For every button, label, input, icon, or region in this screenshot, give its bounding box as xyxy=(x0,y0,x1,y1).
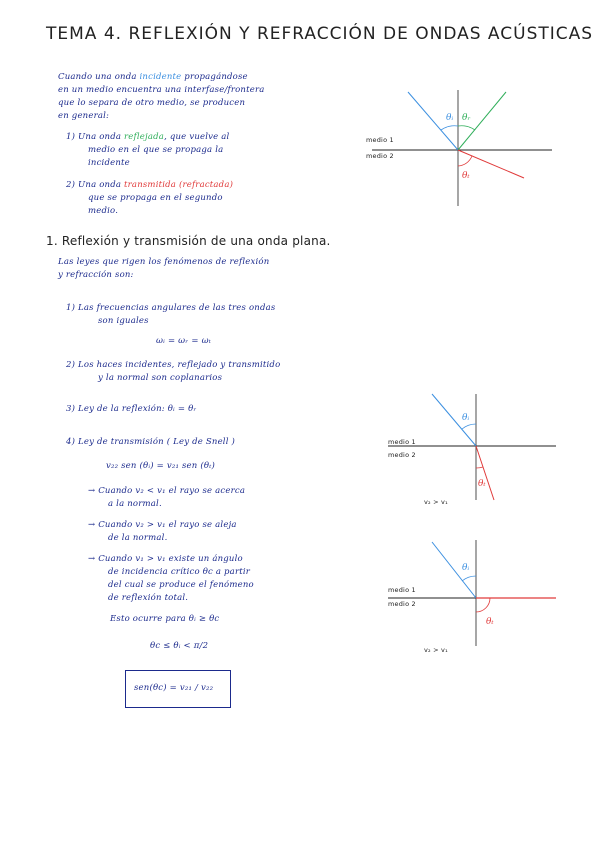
snell-formula: v₂₂ sen (θᵢ) = v₂₁ sen (θₜ) xyxy=(106,461,216,471)
item-text: 1) Una onda xyxy=(66,132,122,142)
intro-line-3: que lo separa de otro medio, se producen xyxy=(58,98,246,108)
law-1-formula: ωᵢ = ωᵣ = ωₜ xyxy=(156,336,212,346)
section-heading: 1. Reflexión y transmisión de una onda plana. xyxy=(46,234,331,248)
bullet-3-cont-2: del cual se produce el fenómeno xyxy=(108,580,254,590)
bullet-2-cont: de la normal. xyxy=(108,533,168,543)
item-text: , que vuelve al xyxy=(164,132,230,142)
critical-angle-formula: sen(θc) = v₂₁ / v₂₂ xyxy=(134,683,214,693)
critical-range: θc ≤ θᵢ < π/2 xyxy=(150,641,209,651)
item-text: 2) Una onda xyxy=(66,180,122,190)
theta-i-label: θᵢ xyxy=(462,563,470,573)
intro-line-4: en general: xyxy=(58,111,110,121)
theta-r-label: θᵣ xyxy=(462,113,471,123)
reflected-word: reflejada xyxy=(124,132,165,142)
intro-item-2 xyxy=(66,180,233,190)
theta-i-label: θᵢ xyxy=(446,113,454,123)
medium-1-label: medio 1 xyxy=(366,136,394,144)
intro-line-2: en un medio encuentra una interfase/frontera xyxy=(58,85,265,95)
velocity-condition: v₂ > v₁ xyxy=(424,646,448,654)
theta-t-label: θₜ xyxy=(462,171,470,181)
bullet-3-cont-3: de reflexión total. xyxy=(108,593,189,603)
law-2-cont: y la normal son coplanarios xyxy=(98,373,223,383)
bullet-1: → Cuando v₂ < v₁ el rayo se acerca xyxy=(88,486,246,496)
bullet-3: → Cuando v₁ > v₁ existe un ángulo xyxy=(88,554,243,564)
theta-i-label: θᵢ xyxy=(462,413,470,423)
bullet-1-cont: a la normal. xyxy=(108,499,162,509)
medium-2-label: medio 2 xyxy=(388,600,416,608)
law-3: 3) Ley de la reflexión: θᵢ = θᵣ xyxy=(66,404,197,414)
intro-item-1-line-3: incidente xyxy=(88,158,130,168)
law-4: 4) Ley de transmisión ( Ley de Snell ) xyxy=(66,437,236,447)
law-2: 2) Los haces incidentes, reflejado y transmitido xyxy=(66,360,281,370)
theta-t-label: θₜ xyxy=(478,479,486,489)
intro-item-1 xyxy=(66,132,229,142)
critical-condition: Esto ocurre para θᵢ ≥ θc xyxy=(110,614,220,624)
velocity-condition: v₂ > v₁ xyxy=(424,498,448,506)
intro-item-2-line-3: medio. xyxy=(88,206,119,216)
intro-item-2-line-2: que se propaga en el segundo xyxy=(88,193,223,203)
law-1-cont: son iguales xyxy=(98,316,149,326)
intro-text: propagándose xyxy=(184,72,248,82)
medium-1-label: medio 1 xyxy=(388,438,416,446)
page-title: TEMA 4. REFLEXIÓN Y REFRACCIÓN DE ONDAS ACÚSTICAS xyxy=(46,24,594,44)
laws-intro-2: y refracción son: xyxy=(58,270,134,280)
medium-2-label: medio 2 xyxy=(388,451,416,459)
laws-intro-1: Las leyes que rigen los fenómenos de reflexión xyxy=(58,257,270,267)
refraction-diagram-2 xyxy=(382,392,562,502)
theta-t-label: θₜ xyxy=(486,617,494,627)
medium-2-label: medio 2 xyxy=(366,152,394,160)
medium-1-label: medio 1 xyxy=(388,586,416,594)
intro-line-1 xyxy=(58,72,248,82)
bullet-3-cont-1: de incidencia crítico θc a partir xyxy=(108,567,251,577)
reflection-refraction-diagram xyxy=(362,88,562,208)
law-1: 1) Las frecuencias angulares de las tres ondas xyxy=(66,303,276,313)
transmitted-word: transmitida (refractada) xyxy=(124,180,234,190)
intro-item-1-line-2: medio en el que se propaga la xyxy=(88,145,224,155)
bullet-2: → Cuando v₂ > v₁ el rayo se aleja xyxy=(88,520,237,530)
intro-text: Cuando una onda xyxy=(58,72,137,82)
incident-word: incidente xyxy=(139,72,182,82)
